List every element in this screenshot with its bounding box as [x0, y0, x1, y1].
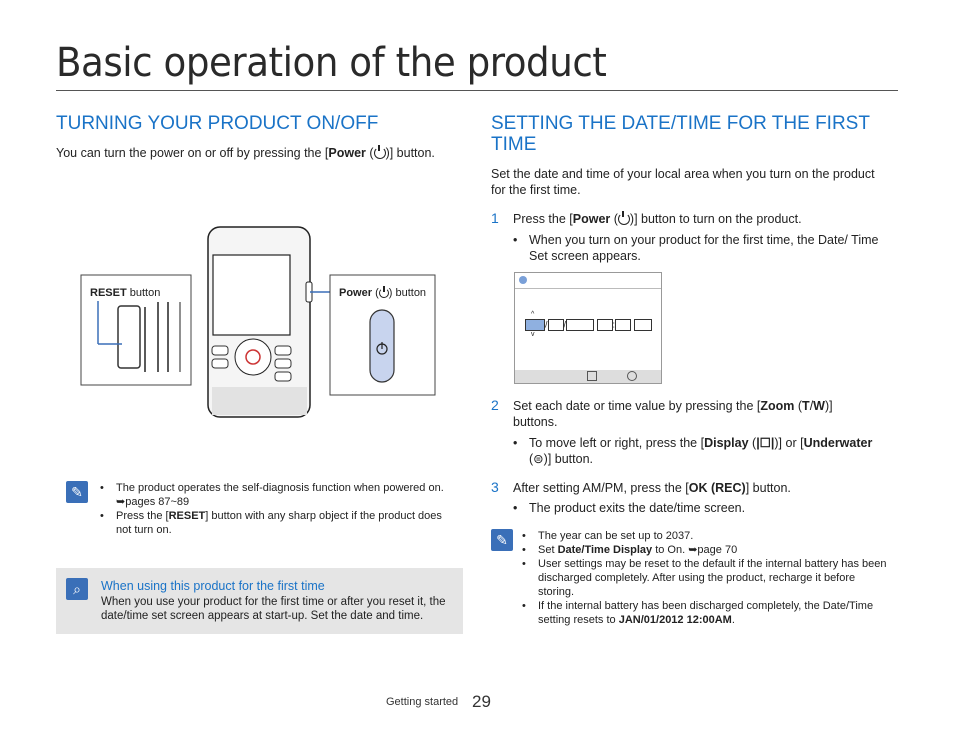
step-3-number: 3: [491, 479, 499, 495]
page-title: Basic operation of the product: [56, 40, 607, 86]
step-1-text: Press the [Power ( )] button to turn on the product.: [513, 212, 802, 226]
underwater-icon: ⊜: [533, 452, 544, 466]
left-heading: TURNING YOUR PRODUCT ON/OFF: [56, 113, 379, 134]
list-item: • The product exits the date/time screen.: [513, 500, 873, 516]
reset-button-label: RESET button: [90, 287, 161, 299]
step-2-number: 2: [491, 397, 499, 413]
footer-section-label: Getting started: [386, 696, 459, 708]
search-icon: ⌕: [66, 578, 88, 600]
note-item: • Set Date/Time Display to On. ➥page 70: [522, 543, 892, 557]
power-icon: [374, 147, 386, 159]
device-screen: [213, 255, 290, 335]
left-intro: You can turn the power on or off by pressing the [Power ( )] button.: [56, 146, 435, 160]
list-item: • To move left or right, press the [Display (|☐|)] or [Underwater (⊜)] button.: [513, 435, 873, 467]
title-rule: [56, 90, 898, 91]
tip-text: When you use your product for the first time or after you reset it, the date/time set screen appears at start-up. Set the date and time.: [101, 596, 446, 622]
chevron-down-icon: v: [531, 331, 535, 338]
settings-icon: [519, 276, 527, 284]
step-3-text: After setting AM/PM, press the [OK (REC)] button.: [513, 481, 791, 495]
datetime-screen-illustration: [514, 272, 662, 384]
step-2-bullets: [513, 435, 873, 467]
step-1-number: 1: [491, 210, 499, 226]
note-icon: ✎: [491, 529, 513, 551]
tip-title: When using this product for the first time: [101, 579, 325, 593]
note-item: • The product operates the self-diagnosis function when powered on. ➥pages 87~89: [100, 481, 450, 509]
note-item: • The year can be set up to 2037.: [522, 529, 892, 543]
chevron-up-icon: ^: [531, 311, 535, 318]
note-item: • User settings may be reset to the default if the internal battery has been discharged completely. After using the product, recharge it before storing.: [522, 557, 892, 599]
underwater-icon: [627, 371, 637, 381]
datetime-fields: / / :: [525, 319, 652, 331]
right-heading: SETTING THE DATE/TIME FOR THE FIRST TIME: [491, 113, 870, 155]
step-3-bullets: [513, 500, 873, 516]
left-notes: [100, 481, 450, 537]
list-item: • When you turn on your product for the first time, the Date/ Time Set screen appears.: [513, 232, 883, 264]
step-1-bullets: [513, 232, 883, 264]
power-icon: [379, 288, 389, 298]
power-button-label: Power ( ) button: [339, 287, 427, 299]
display-icon: |☐|: [756, 436, 775, 450]
note-item: • If the internal battery has been discharged completely, the Date/Time setting resets to JAN/01/2012 12:00AM.: [522, 599, 892, 627]
note-item: • Press the [RESET] button with any sharp object if the product does not turn on.: [100, 509, 450, 537]
display-icon: [587, 371, 597, 381]
ok-button: [246, 350, 260, 364]
device-illustration: [80, 222, 440, 432]
power-icon: [618, 213, 630, 225]
right-intro: Set the date and time of your local area when you turn on the product for the first time.: [491, 167, 875, 197]
right-notes: [522, 529, 892, 627]
note-icon: ✎: [66, 481, 88, 503]
step-2-text: Set each date or time value by pressing the [Zoom (T/W)] buttons.: [513, 399, 833, 429]
page-number: 29: [472, 692, 491, 711]
